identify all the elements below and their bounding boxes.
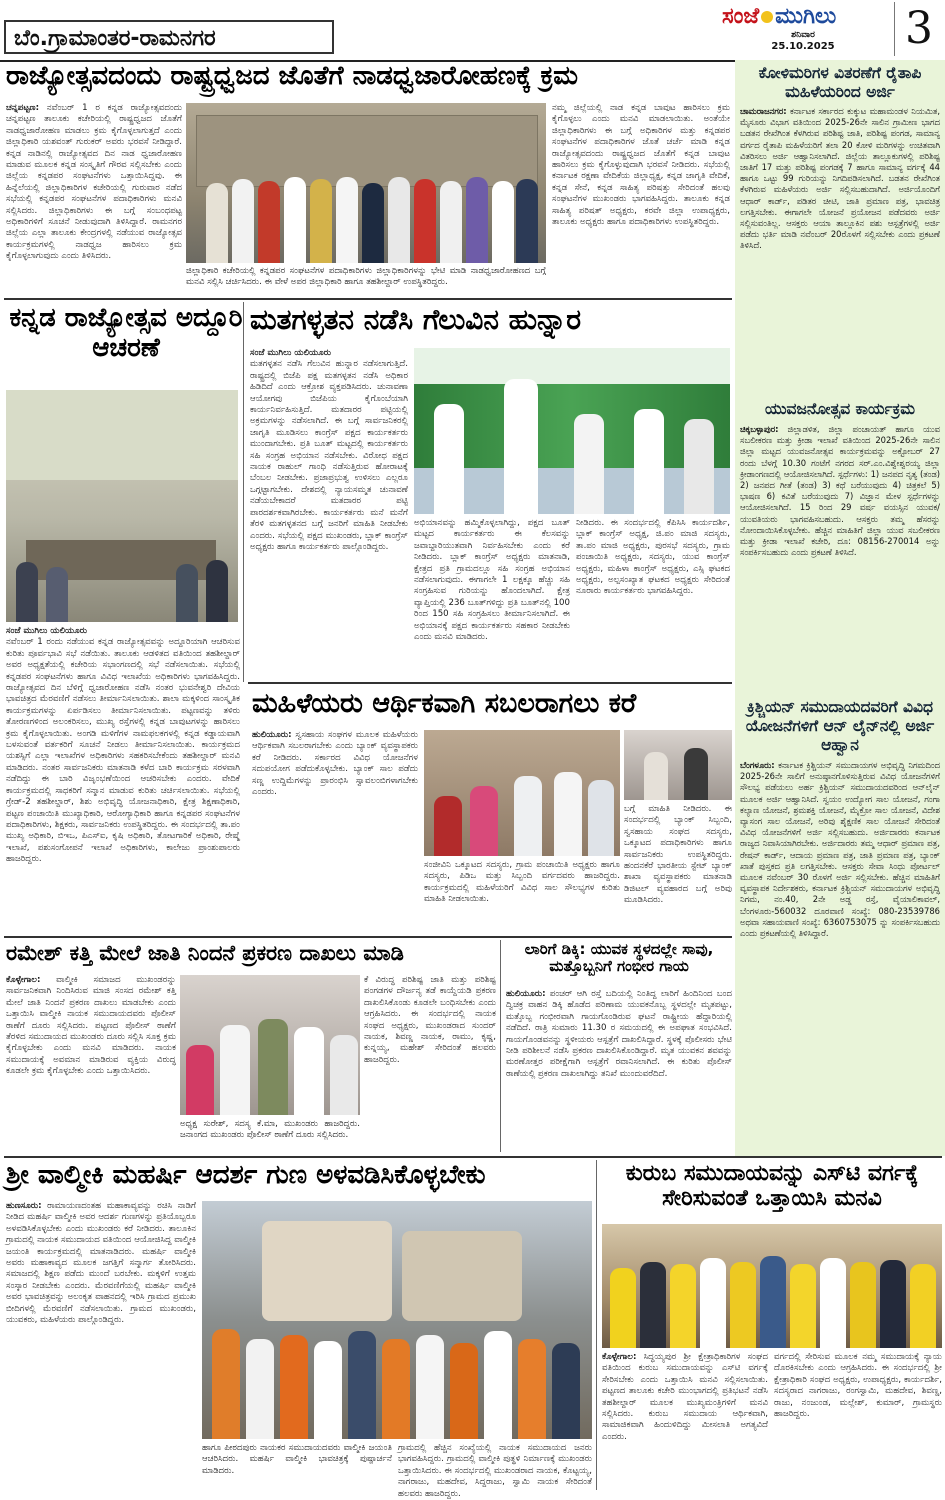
masthead-part1: ಸಂಜೆ bbox=[722, 4, 760, 29]
election-byline: ಸಂಜೆ ಮುಗಿಲು ಯಲಿಯೂರು bbox=[250, 348, 332, 358]
kuruba-col2: ವರ್ಗದಲ್ಲಿ ಸೇರಿಸುವ ಮೂಲಕ ನಮ್ಮ ಸಮುದಾಯಕ್ಕೆ ನ್ಯಾಯ ದೊರಕಿಸಬೇಕು ಎಂದು ಆಗ್ರಹಿಸಿದರು. ಈ ಸಂದರ್ಭದಲ್ಲಿ ಶ್ರೀ ಕ್ಷೇತ್ರಾಧಿಕಾರಿ ಸಂಘದ ಅಧ್ಯಕ್ಷರು, ಉಪಾಧ್ಯಕ್ಷರು, ಕಾರ್ಯದರ್ಶಿ, ಸದಸ್ಯರಾದ ನಾಗರಾಜು, ರಂಗಸ್ವಾಮಿ, ಮಹದೇವ, ಶಿವಣ್ಣ, ರಾಜು, ನಂಜುಂಡ, ಮಲ್ಲೇಶ್, ಕುಮಾರ್, ಗ್ರಾಮಸ್ಥರು ಹಾಜರಿದ್ದರು. bbox=[774, 1352, 942, 1420]
election-col1-text: ಮತಗಳ್ಳತನ ನಡೆಸಿ ಗೆಲುವಿನ ಹುನ್ನಾರ ನಡೆಸಲಾಗುತ್ತಿದೆ. ರಾಷ್ಟ್ರದಲ್ಲಿ ಬಿಜೆಪಿ ಪಕ್ಷ ಮತಗಳ್ಳತನ ನಡೆಸಿ ಅಧಿಕಾರ ಹಿಡಿದಿದೆ ಎಂದು ಆಕ್ರೋಶ ವ್ಯಕ್ತಪಡಿಸಿದರು. ಚುನಾವಣಾ ಆಯೋಗವು ಬಿಜೆಪಿಯ ಕೈಗೊಂಬೆಯಾಗಿ ಕಾರ್ಯನಿರ್ವಹಿಸುತ್ತಿದೆ. ಮತದಾರರ ಪಟ್ಟಿಯಲ್ಲಿ ಅಕ್ರಮಗಳನ್ನು ನಡೆಸಲಾಗಿದೆ. ಈ ಬಗ್ಗೆ ಸಾರ್ವಜನಿಕರಲ್ಲಿ ಜಾಗೃತಿ ಮೂಡಿಸಲು ಕಾಂಗ್ರೆಸ್ ಪಕ್ಷದ ಕಾರ್ಯಕರ್ತರು ಮುಂದಾಗಬೇಕು. ಪ್ರತಿ ಬೂತ್ ಮಟ್ಟದಲ್ಲಿ ಕಾರ್ಯಕರ್ತರು ಸಹಿ ಸಂಗ್ರಹ ಅಭಿಯಾನ ನಡೆಸಬೇಕು. ವಿರೋಧ ಪಕ್ಷದ ನಾಯಕ ರಾಹುಲ್ ಗಾಂಧಿ ನಡೆಸುತ್ತಿರುವ ಹೋರಾಟಕ್ಕೆ ಬೆಂಬಲ ನೀಡಬೇಕು. ಪ್ರಜಾಪ್ರಭುತ್ವ ಉಳಿಸಲು ಎಲ್ಲರೂ ಒಗ್ಗಟ್ಟಾಗಬೇಕು. ದೇಶದಲ್ಲಿ ನ್ಯಾಯಸಮ್ಮತ ಚುನಾವಣೆ ನಡೆಯಬೇಕಾದರೆ ಮತದಾರರ ಪಟ್ಟಿ ಪಾರದರ್ಶಕವಾಗಿರಬೇಕು. ಕಾರ್ಯಕರ್ತರು ಮನೆ ಮನೆಗೆ ತೆರಳಿ ಮತಗಳ್ಳತನದ ಬಗ್ಗೆ ಜನರಿಗೆ ಮಾಹಿತಿ ನೀಡಬೇಕು ಎಂದರು. ಸಭೆಯಲ್ಲಿ ಪಕ್ಷದ ಮುಖಂಡರು, ಬ್ಲಾಕ್ ಕಾಂಗ್ರೆಸ್ ಅಧ್ಯಕ್ಷರು ಹಾಗೂ ಕಾರ್ಯಕರ್ತರು ಪಾಲ್ಗೊಂಡಿದ್ದರು. bbox=[250, 359, 408, 552]
women-col3: ಬಗ್ಗೆ ಮಾಹಿತಿ ನೀಡಿದರು. ಈ ಸಂದರ್ಭದಲ್ಲಿ ಬ್ಯಾಂಕ್ ಸಿಬ್ಬಂದಿ, ಸ್ವಸಹಾಯ ಸಂಘದ ಸದಸ್ಯರು, ಒಕ್ಕೂಟದ ಪದಾಧಿಕಾರಿಗಳು ಹಾಗೂ ಸಾರ್ವಜನಿಕರು ಉಪಸ್ಥಿತರಿದ್ದರು. ಹಂದನಕೆರೆ ಭಾರತೀಯ ಸ್ಟೇಟ್ ಬ್ಯಾಂಕ್ ಶಾಖಾ ವ್ಯವಸ್ಥಾಪಕರು ಮಾತನಾಡಿ ಡಿಜಿಟಲ್ ವ್ಯವಹಾರದ ಬಗ್ಗೆ ಅರಿವು ಮೂಡಿಸಿದರು. bbox=[624, 804, 732, 906]
election-col3: ನೀಡಿದರು. ಈ ಸಂದರ್ಭದಲ್ಲಿ ಕೆಪಿಸಿಸಿ ಕಾರ್ಯದರ್ಶಿ, ಬ್ಲಾಕ್ ಕಾಂಗ್ರೆಸ್ ಅಧ್ಯಕ್ಷ, ಜಿ.ಪಂ ಮಾಜಿ ಸದಸ್ಯರು, ತಾ.ಪಂ ಮಾಜಿ ಅಧ್ಯಕ್ಷರು, ಪುರಸಭೆ ಸದಸ್ಯರು, ಗ್ರಾಮ ಪಂಚಾಯಿತಿ ಅಧ್ಯಕ್ಷರು, ಸದಸ್ಯರು, ಯುವ ಕಾಂಗ್ರೆಸ್ ಅಧ್ಯಕ್ಷರು, ಮಹಿಳಾ ಕಾಂಗ್ರೆಸ್ ಅಧ್ಯಕ್ಷರು, ಎಸ್ಸಿ ಘಟಕದ ಅಧ್ಯಕ್ಷರು, ಅಲ್ಪಸಂಖ್ಯಾತ ಘಟಕದ ಅಧ್ಯಕ್ಷರು ಸೇರಿದಂತೆ ನೂರಾರು ಕಾರ್ಯಕರ್ತರು ಭಾಗವಹಿಸಿದ್ದರು. bbox=[576, 518, 730, 597]
valmiki-col3: ಗ್ರಾಮದಲ್ಲಿ ಹೆಚ್ಚಿನ ಸಂಖ್ಯೆಯಲ್ಲಿ ನಾಯಕ ಸಮುದಾಯದ ಜನರು ಭಾಗವಹಿಸಿದ್ದರು. ಗ್ರಾಮದಲ್ಲಿ ವಾಲ್ಮೀಕಿ ಪುತ್ಥಳಿ ನಿರ್ಮಾಣಕ್ಕೆ ಮುಖಂಡರು ಒತ್ತಾಯಿಸಿದರು. ಈ ಸಂದರ್ಭದಲ್ಲಿ ಮುಖಂಡರಾದ ನಾಯಕ, ಕೊಟ್ಟಯ್ಯ, ನಾಗರಾಜು, ಮಹದೇವ, ಸಿದ್ದರಾಜು, ಸ್ವಾಮಿ ನಾಯಕ ಸೇರಿದಂತೆ ಹಲವರು ಹಾಜರಿದ್ದರು. bbox=[398, 1443, 592, 1499]
divider bbox=[596, 1160, 597, 1490]
divider bbox=[4, 298, 732, 300]
sun-icon bbox=[761, 11, 773, 23]
atrocity-col2: ಕೆ ವಿರುದ್ಧ ಪರಿಶಿಷ್ಟ ಜಾತಿ ಮತ್ತು ಪರಿಶಿಷ್ಟ ಪಂಗಡಗಳ ದೌರ್ಜನ್ಯ ತಡೆ ಕಾಯ್ದೆಯಡಿ ಪ್ರಕರಣ ದಾಖಲಿಸಿಕೊಂಡು ಕೂಡಲೇ ಬಂಧಿಸಬೇಕು ಎಂದು ಆಗ್ರಹಿಸಿದರು. ಈ ಸಂದರ್ಭದಲ್ಲಿ ನಾಯಕ ಸಂಘದ ಅಧ್ಯಕ್ಷರು, ಮುಖಂಡರಾದ ಸುಂದರ್ ನಾಯಕ, ಶಿವಣ್ಣ ನಾಯಕ, ರಾಮು, ಕೃಷ್ಣ, ಕುನ್ನಯ್ಯ, ಮಹೇಶ್ ಸೇರಿದಂತೆ ಹಲವರು ಹಾಜರಿದ್ದರು. bbox=[364, 975, 496, 1065]
valmiki-photo bbox=[202, 1201, 592, 1439]
flag-byline: ಚನ್ನಪಟ್ಟಣ: bbox=[6, 103, 40, 113]
atrocity-byline: ಕೊಳ್ಳೇಗಾಲ: bbox=[6, 975, 41, 985]
christian-byline: ಬೆಂಗಳೂರು: bbox=[740, 760, 775, 770]
kuruba-headline: ಕುರುಬ ಸಮುದಾಯವನ್ನು ಎಸ್‌ಟಿ ವರ್ಗಕ್ಕೆ ಸೇರಿಸುವಂತೆ ಒತ್ತಾಯಿಸಿ ಮನವಿ bbox=[625, 1161, 919, 1212]
kuruba-col1-text: ಸಿದ್ಧಯ್ಯಪುರ ಶ್ರೀ ಕ್ಷೇತ್ರಾಧಿಕಾರಿಗಳ ಸಂಘದ ವತಿಯಿಂದ ಕುರುಬ ಸಮುದಾಯವನ್ನು ಎಸ್‌ಟಿ ವರ್ಗಕ್ಕೆ ಸೇರಿಸಬೇಕು ಎಂದು ಒತ್ತಾಯಿಸಿ ಮನವಿ ಸಲ್ಲಿಸಲಾಯಿತು. ಪಟ್ಟಣದ ತಾಲೂಕು ಕಚೇರಿ ಮುಂಭಾಗದಲ್ಲಿ ಪ್ರತಿಭಟನೆ ನಡೆಸಿ ತಹಶೀಲ್ದಾರ್ ಮೂಲಕ ಮುಖ್ಯಮಂತ್ರಿಗಳಿಗೆ ಮನವಿ ಸಲ್ಲಿಸಿದರು. ಕುರುಬ ಸಮುದಾಯ ಆರ್ಥಿಕವಾಗಿ, ಸಾಮಾಜಿಕವಾಗಿ ಹಿಂದುಳಿದಿದ್ದು ಮೀಸಲಾತಿ ಅಗತ್ಯವಿದೆ ಎಂದರು. bbox=[602, 1352, 768, 1442]
rajyotsava-text: ನವೆಂಬರ್ 1 ರಂದು ನಡೆಯುವ ಕನ್ನಡ ರಾಜ್ಯೋತ್ಸವವನ್ನು ಅದ್ದೂರಿಯಾಗಿ ಆಚರಿಸುವ ಕುರಿತು ಪೂರ್ವಭಾವಿ ಸಭೆ ನಡೆಯಿತು. ತಾಲೂಕು ಆಡಳಿತದ ವತಿಯಿಂದ ತಹಶೀಲ್ದಾರ್ ಅವರ ಅಧ್ಯಕ್ಷತೆಯಲ್ಲಿ ಕಚೇರಿಯ ಸಭಾಂಗಣದಲ್ಲಿ ಸಭೆ ನಡೆಸಲಾಯಿತು. ಸಭೆಯಲ್ಲಿ ಕನ್ನಡಪರ ಸಂಘಟನೆಗಳು ಹಾಗೂ ವಿವಿಧ ಇಲಾಖೆಯ ಅಧಿಕಾರಿಗಳು ಭಾಗವಹಿಸಿದ್ದರು. ರಾಜ್ಯೋತ್ಸವದ ದಿನ ಬೆಳಿಗ್ಗೆ ಧ್ವಜಾರೋಹಣ ನಡೆಸಿ ನಂತರ ಭುವನೇಶ್ವರಿ ದೇವಿಯ ಭಾವಚಿತ್ರದ ಮೆರವಣಿಗೆ ನಡೆಸಲು ತೀರ್ಮಾನಿಸಲಾಯಿತು. ಶಾಲಾ ಮಕ್ಕಳಿಂದ ಸಾಂಸ್ಕೃತಿಕ ಕಾರ್ಯಕ್ರಮಗಳನ್ನು ಏರ್ಪಡಿಸಲು ತೀರ್ಮಾನಿಸಲಾಯಿತು. ಪಟ್ಟಣವನ್ನು ತಳಿರು ತೋರಣಗಳಿಂದ ಅಲಂಕರಿಸಲು, ಮುಖ್ಯ ರಸ್ತೆಗಳಲ್ಲಿ ಕನ್ನಡ ಬಾವುಟಗಳನ್ನು ಹಾರಿಸಲು ಕ್ರಮ ಕೈಗೊಳ್ಳಲಾಯಿತು. ಅಂಗಡಿ ಮಳಿಗೆಗಳ ನಾಮಫಲಕಗಳಲ್ಲಿ ಕನ್ನಡ ಕಡ್ಡಾಯವಾಗಿ ಬಳಸುವಂತೆ ವರ್ತಕರಿಗೆ ಸೂಚನೆ ನೀಡಲು ತೀರ್ಮಾನಿಸಲಾಯಿತು. ಕಾರ್ಯಕ್ರಮದ ಯಶಸ್ಸಿಗೆ ಎಲ್ಲಾ ಇಲಾಖೆಗಳ ಅಧಿಕಾರಿಗಳು ಸಹಕರಿಸಬೇಕೆಂದು ತಹಶೀಲ್ದಾರ್ ಮನವಿ ಮಾಡಿದರು. ನಂತರ ಸಾರ್ವಜನಿಕರು ಮಾತನಾಡಿ ಕಳೆದ ಬಾರಿ ಕಾರ್ಯಕ್ರಮ ಸರಳವಾಗಿ ನಡೆದಿದ್ದು ಈ ಬಾರಿ ವಿಜೃಂಭಣೆಯಿಂದ ಆಚರಿಸಬೇಕು ಎಂದರು. ವೇದಿಕೆ ಕಾರ್ಯಕ್ರಮದಲ್ಲಿ ಸಾಧಕರಿಗೆ ಸನ್ಮಾನ ಮಾಡುವ ಕುರಿತು ಚರ್ಚಿಸಲಾಯಿತು. ಸಭೆಯಲ್ಲಿ ಗ್ರೇಡ್-2 ತಹಶೀಲ್ದಾರ್, ಶಿಶು ಅಭಿವೃದ್ಧಿ ಯೋಜನಾಧಿಕಾರಿ, ಕ್ಷೇತ್ರ ಶಿಕ್ಷಣಾಧಿಕಾರಿ, ಪಟ್ಟಣ ಪಂಚಾಯಿತಿ ಮುಖ್ಯಾಧಿಕಾರಿ, ಆರೋಗ್ಯಾಧಿಕಾರಿ ಹಾಗೂ ಕನ್ನಡಪರ ಸಂಘಟನೆಗಳ ಪದಾಧಿಕಾರಿಗಳು, ಶಿಕ್ಷಕರು, ಸಾರ್ವಜನಿಕರು ಉಪಸ್ಥಿತರಿದ್ದರು. ಈ ಸಂದರ್ಭದಲ್ಲಿ ತಾ.ಪಂ ಮುಖ್ಯ ಅಧಿಕಾರಿ, ಬಿಇಒ, ಪಿಎಸ್ಐ, ಕೃಷಿ ಅಧಿಕಾರಿ, ತೋಟಗಾರಿಕೆ ಅಧಿಕಾರಿ, ರೇಷ್ಮೆ ಇಲಾಖೆ, ಪಶುಸಂಗೋಪನೆ ಇಲಾಖೆ ಅಧಿಕಾರಿಗಳು, ಕಾಲೇಜು ಪ್ರಾಂಶುಪಾಲರು ಹಾಜರಿದ್ದರು. bbox=[6, 637, 240, 865]
atrocity-col1 bbox=[6, 975, 176, 1151]
divider bbox=[243, 302, 244, 682]
valmiki-headline: ಶ್ರೀ ವಾಲ್ಮೀಕಿ ಮಹರ್ಷಿ ಆದರ್ಶ ಗುಣ ಅಳವಡಿಸಿಕೊಳ್ಳಬೇಕು bbox=[6, 1160, 486, 1190]
election-col2: ಅಭಿಯಾನವನ್ನು ಹಮ್ಮಿಕೊಳ್ಳಲಾಗಿದ್ದು, ಪಕ್ಷದ ಬೂತ್ ಮಟ್ಟದ ಕಾರ್ಯಕರ್ತರು ಈ ಕೆಲಸವನ್ನು ಜವಾಬ್ದಾರಿಯುತವಾಗಿ ನಿರ್ವಹಿಸಬೇಕು ಎಂದು ಕರೆ ನೀಡಿದರು. ಬ್ಲಾಕ್ ಕಾಂಗ್ರೆಸ್ ಅಧ್ಯಕ್ಷರು ಮಾತನಾಡಿ, ಕ್ಷೇತ್ರದ ಪ್ರತಿ ಗ್ರಾಮದಲ್ಲೂ ಸಹಿ ಸಂಗ್ರಹ ಅಭಿಯಾನ ನಡೆಸಲಾಗುವುದು. ಈಗಾಗಲೇ 1 ಲಕ್ಷಕ್ಕೂ ಹೆಚ್ಚು ಸಹಿ ಸಂಗ್ರಹಿಸುವ ಗುರಿಯನ್ನು ಹೊಂದಲಾಗಿದೆ. ಕ್ಷೇತ್ರ ವ್ಯಾಪ್ತಿಯಲ್ಲಿ 236 ಬೂತ್‌ಗಳಿದ್ದು ಪ್ರತಿ ಬೂತ್‌ನಲ್ಲಿ 100 ರಿಂದ 150 ಸಹಿ ಸಂಗ್ರಹಿಸಲು ತೀರ್ಮಾನಿಸಲಾಗಿದೆ. ಈ ಅಭಿಯಾನಕ್ಕೆ ಪಕ್ಷದ ಕಾರ್ಯಕರ್ತರು ಸಹಕಾರ ನೀಡಬೇಕು ಎಂದು ಮನವಿ ಮಾಡಿದರು. bbox=[414, 518, 570, 643]
christian-text: ಕರ್ನಾಟಕ ಕ್ರಿಶ್ಚಿಯನ್ ಸಮುದಾಯಗಳ ಅಭಿವೃದ್ಧಿ ನಿಗಮದಿಂದ 2025-26ನೇ ಸಾಲಿಗೆ ಅನುಷ್ಠಾನಗೊಳಿಸುತ್ತಿರುವ ವಿವಿಧ ಯೋಜನೆಗಳಿಗೆ ಸೌಲಭ್ಯ ಪಡೆಯಲು ಅರ್ಹ ಕ್ರಿಶ್ಚಿಯನ್ ಸಮುದಾಯದವರಿಂದ ಆನ್‌ಲೈನ್ ಮೂಲಕ ಅರ್ಜಿ ಆಹ್ವಾನಿಸಿದೆ. ಸ್ವಯಂ ಉದ್ಯೋಗ ಸಾಲ ಯೋಜನೆ, ಗಂಗಾ ಕಲ್ಯಾಣ ಯೋಜನೆ, ಶ್ರಮಶಕ್ತಿ ಯೋಜನೆ, ಮೈಕ್ರೋ ಸಾಲ ಯೋಜನೆ, ವಿದೇಶ ವ್ಯಾಸಂಗ ಸಾಲ ಯೋಜನೆ, ಅರಿವು ಶೈಕ್ಷಣಿಕ ಸಾಲ ಯೋಜನೆ ಸೇರಿದಂತೆ ವಿವಿಧ ಯೋಜನೆಗಳಿಗೆ ಅರ್ಜಿ ಸಲ್ಲಿಸಬಹುದು. ಅರ್ಜಿದಾರರು ಕರ್ನಾಟಕ ರಾಜ್ಯದ ನಿವಾಸಿಯಾಗಿರಬೇಕು. ಅರ್ಜಿದಾರರು ತಮ್ಮ ಆಧಾರ್ ಪ್ರಮಾಣ ಪತ್ರ, ರೇಷನ್ ಕಾರ್ಡ್, ಆದಾಯ ಪ್ರಮಾಣ ಪತ್ರ, ಜಾತಿ ಪ್ರಮಾಣ ಪತ್ರ, ಬ್ಯಾಂಕ್ ಖಾತೆ ಪುಸ್ತಕದ ಪ್ರತಿ ಲಗತ್ತಿಸಬೇಕು. ಆಸಕ್ತರು ಸೇವಾ ಸಿಂಧು ಪೋರ್ಟಲ್ ಮೂಲಕ ನವೆಂಬರ್ 30 ರೊಳಗೆ ಅರ್ಜಿ ಸಲ್ಲಿಸಬೇಕು. ಹೆಚ್ಚಿನ ಮಾಹಿತಿಗೆ ವ್ಯವಸ್ಥಾಪಕ ನಿರ್ದೇಶಕರು, ಕರ್ನಾಟಕ ಕ್ರಿಶ್ಚಿಯನ್ ಸಮುದಾಯಗಳ ಅಭಿವೃದ್ಧಿ ನಿಗಮ, ನಂ.40, 2ನೇ ಅಡ್ಡ ರಸ್ತೆ, ವೈಯಾಲಿಕಾವಲ್, ಬೆಂಗಳೂರು-560032 ದೂರವಾಣಿ ಸಂಖ್ಯೆ: 080-23539786 ಅಥವಾ ಸಹಾಯವಾಣಿ ಸಂಖ್ಯೆ: 6360753075 ನ್ನು ಸಂಪರ್ಕಿಸಬಹುದು ಎಂದು ಪ್ರಕಟಣೆಯಲ್ಲಿ ತಿಳಿಸಿದ್ದಾರೆ. bbox=[740, 760, 940, 939]
accident-byline: ಹುಲಿಯೂರು: bbox=[506, 989, 546, 999]
flag-photo-caption: ಜಿಲ್ಲಾಧಿಕಾರಿ ಕಚೇರಿಯಲ್ಲಿ ಕನ್ನಡಪರ ಸಂಘಟನೆಗಳ ಪದಾಧಿಕಾರಿಗಳು ಜಿಲ್ಲಾಧಿಕಾರಿಗಳನ್ನು ಭೇಟಿ ಮಾಡಿ ನಾಡಧ್ವಜಾರೋಹಣದ ಬಗ್ಗೆ ಮನವಿ ಸಲ್ಲಿಸಿ ಚರ್ಚಿಸಿದರು. ಈ ವೇಳೆ ಅಪರ ಜಿಲ್ಲಾಧಿಕಾರಿ ಹಾಗೂ ತಹಶೀಲ್ದಾರ್ ಉಪಸ್ಥಿತರಿದ್ದರು. bbox=[186, 266, 546, 288]
kuruba-byline: ಕೊಳ್ಳೇಗಾಲ: bbox=[602, 1352, 637, 1362]
women-byline: ಹುಲಿಯೂರು: bbox=[252, 730, 292, 740]
rajyotsava-photo bbox=[6, 390, 238, 622]
masthead-day: ಶನಿವಾರ bbox=[791, 30, 815, 40]
ration-headline: ಕೋಳಿಮರಿಗಳ ವಿತರಣೆಗೆ ರೈತಾಪಿ ಮಹಿಳೆಯರಿಂದ ಅರ್ಜಿ bbox=[758, 64, 922, 101]
youth-body bbox=[740, 424, 940, 694]
divider bbox=[4, 936, 732, 938]
kuruba-col1 bbox=[602, 1352, 768, 1489]
valmiki-col1 bbox=[6, 1201, 196, 1489]
valmiki-col1-text: ರಾಮಾಯಣದಂತಹ ಮಹಾಕಾವ್ಯವನ್ನು ರಚಿಸಿ ನಾಡಿಗೆ ನೀಡಿದ ಮಹರ್ಷಿ ವಾಲ್ಮೀಕಿ ಅವರ ಆದರ್ಶ ಗುಣಗಳನ್ನು ಪ್ರತಿಯೊಬ್ಬರೂ ಅಳವಡಿಸಿಕೊಳ್ಳಬೇಕು ಎಂದು ಮುಖಂಡರು ಕರೆ ನೀಡಿದರು. ತಾಲೂಕಿನ ಗ್ರಾಮದಲ್ಲಿ ನಾಯಕ ಸಮುದಾಯದ ವತಿಯಿಂದ ಆಯೋಜಿಸಿದ್ದ ವಾಲ್ಮೀಕಿ ಜಯಂತಿ ಕಾರ್ಯಕ್ರಮದಲ್ಲಿ ಮಾತನಾಡಿದರು. ಮಹರ್ಷಿ ವಾಲ್ಮೀಕಿ ಅವರು ಮಹಾಕಾವ್ಯದ ಮೂಲಕ ಜಗತ್ತಿಗೆ ಸನ್ಮಾರ್ಗ ತೋರಿಸಿದರು. ಸಮಾಜದಲ್ಲಿ ಶಿಕ್ಷಣ ಪಡೆದು ಮುಂದೆ ಬರಬೇಕು. ಮಕ್ಕಳಿಗೆ ಉತ್ತಮ ಸಂಸ್ಕಾರ ನೀಡಬೇಕು ಎಂದರು. ಮೆರವಣಿಗೆಯಲ್ಲಿ ಮಹರ್ಷಿ ವಾಲ್ಮೀಕಿ ಅವರ ಭಾವಚಿತ್ರವನ್ನು ಅಲಂಕೃತ ವಾಹನದಲ್ಲಿ ಇರಿಸಿ ಗ್ರಾಮದ ಪ್ರಮುಖ ಬೀದಿಗಳಲ್ಲಿ ಮೆರವಣಿಗೆ ನಡೆಸಲಾಯಿತು. ಗ್ರಾಮದ ಮುಖಂಡರು, ಯುವಕರು, ಮಹಿಳೆಯರು ಪಾಲ್ಗೊಂಡಿದ್ದರು. bbox=[6, 1201, 196, 1326]
page-header bbox=[0, 0, 945, 62]
election-col1 bbox=[250, 348, 408, 678]
masthead-date: 25.10.2025 bbox=[771, 41, 835, 52]
page-number: 3 bbox=[894, 2, 943, 56]
masthead-part2: ಮುಗಿಲು bbox=[775, 4, 837, 29]
ration-text: ಕರ್ನಾಟಕ ಸರ್ಕಾರದ ಕುಕ್ಕುಟ ಮಹಾಮಂಡಳ ನಿಯಮಿತ, ಮೈಸೂರು ವಿಭಾಗ ವತಿಯಿಂದ 2025-26ನೇ ಸಾಲಿನ ಗ್ರಾಮೀಣ ಭಾಗದ ಬಡತನ ರೇಖೆಗಿಂತ ಕೆಳಗಿರುವ ಪರಿಶಿಷ್ಟ ಜಾತಿ, ಪರಿಶಿಷ್ಟ ಪಂಗಡ, ಸಾಮಾನ್ಯ ವರ್ಗದ ರೈತಾಪಿ ಮಹಿಳೆಯರಿಗೆ ತಲಾ 20 ಕೋಳಿ ಮರಿಗಳನ್ನು ಉಚಿತವಾಗಿ ವಿತರಿಸಲು ಅರ್ಜಿ ಆಹ್ವಾನಿಸಲಾಗಿದೆ. ಜಿಲ್ಲೆಯ ತಾಲ್ಲೂಕುಗಳಲ್ಲಿ ಪರಿಶಿಷ್ಟ ಜಾತಿಗೆ 17 ಮತ್ತು ಪರಿಶಿಷ್ಟ ಪಂಗಡಕ್ಕೆ 7 ಹಾಗೂ ಸಾಮಾನ್ಯ ವರ್ಗಕ್ಕೆ 44 ಹಾಗೂ ಒಟ್ಟು 99 ಗುರಿಯನ್ನು ನಿಗದಿಪಡಿಸಲಾಗಿದೆ. ಬಡತನ ರೇಖೆಗಿಂತ ಕೆಳಗಿರುವ ಮಹಿಳೆಯರು ಅರ್ಜಿ ಸಲ್ಲಿಸಬಹುದಾಗಿದೆ. ಅರ್ಜಿಯೊಂದಿಗೆ ಆಧಾರ್ ಕಾರ್ಡ್, ಪಡಿತರ ಚೀಟಿ, ಜಾತಿ ಪ್ರಮಾಣ ಪತ್ರ, ಭಾವಚಿತ್ರ ಲಗತ್ತಿಸಬೇಕು. ಈಗಾಗಲೇ ಯೋಜನೆ ಪ್ರಯೋಜನ ಪಡೆದವರು ಅರ್ಜಿ ಸಲ್ಲಿಸುವಂತಿಲ್ಲ. ಆಸಕ್ತರು ಆಯಾ ತಾಲ್ಲೂಕಿನ ಪಶು ಆಸ್ಪತ್ರೆಗಳಲ್ಲಿ ಅರ್ಜಿ ಪಡೆದು ಭರ್ತಿ ಮಾಡಿ ನವೆಂಬರ್ 20ರೊಳಗೆ ಸಲ್ಲಿಸಬೇಕು ಎಂದು ಪ್ರಕಟಣೆ ತಿಳಿಸಿದೆ. bbox=[740, 106, 940, 251]
ration-byline: ಚಾಮರಾಜನಗರ: bbox=[740, 106, 787, 116]
women-col1-text: ಸ್ವಸಹಾಯ ಸಂಘಗಳ ಮೂಲಕ ಮಹಿಳೆಯರು ಆರ್ಥಿಕವಾಗಿ ಸಬಲರಾಗಬೇಕು ಎಂದು ಬ್ಯಾಂಕ್ ವ್ಯವಸ್ಥಾಪಕರು ಕರೆ ನೀಡಿದರು. ಸರ್ಕಾರದ ವಿವಿಧ ಯೋಜನೆಗಳ ಸದುಪಯೋಗ ಪಡೆದುಕೊಳ್ಳಬೇಕು. ಬ್ಯಾಂಕ್ ಸಾಲ ಪಡೆದು ಸಣ್ಣ ಉದ್ದಿಮೆಗಳನ್ನು ಪ್ರಾರಂಭಿಸಿ ಸ್ವಾವಲಂಬಿಗಳಾಗಬೇಕು ಎಂದರು. bbox=[252, 730, 418, 798]
youth-text: ಜಿಲ್ಲಾಡಳಿತ, ಜಿಲ್ಲಾ ಪಂಚಾಯತ್ ಹಾಗೂ ಯುವ ಸಬಲೀಕರಣ ಮತ್ತು ಕ್ರೀಡಾ ಇಲಾಖೆ ವತಿಯಿಂದ 2025-26ನೇ ಸಾಲಿನ ಜಿಲ್ಲಾ ಮಟ್ಟದ ಯುವಜನೋತ್ಸವ ಕಾರ್ಯಕ್ರಮವನ್ನು ಅಕ್ಟೋಬರ್ 27 ರಂದು ಬೆಳಗ್ಗೆ 10.30 ಗಂಟೆಗೆ ನಗರದ ಸರ್.ಎಂ.ವಿಶ್ವೇಶ್ವರಯ್ಯ ಜಿಲ್ಲಾ ಕ್ರೀಡಾಂಗಣದಲ್ಲಿ ಆಯೋಜಿಸಲಾಗಿದೆ. ಸ್ಪರ್ಧೆಗಳು: 1) ಜನಪದ ನೃತ್ಯ (ತಂಡ) 2) ಜನಪದ ಗೀತೆ (ತಂಡ) 3) ಕಥೆ ಬರೆಯುವುದು 4) ಚಿತ್ರಕಲೆ 5) ಭಾಷಣ 6) ಕವಿತೆ ಬರೆಯುವುದು 7) ವಿಜ್ಞಾನ ಮೇಳ ಸ್ಪರ್ಧೆಗಳನ್ನು ಆಯೋಜಿಸಲಾಗಿದೆ. 15 ರಿಂದ 29 ವರ್ಷ ವಯಸ್ಸಿನ ಯುವಕ/ಯುವತಿಯರು ಭಾಗವಹಿಸಬಹುದು. ಆಸಕ್ತರು ತಮ್ಮ ಹೆಸರನ್ನು ನೋಂದಾಯಿಸಿಕೊಳ್ಳಬೇಕು. ಹೆಚ್ಚಿನ ಮಾಹಿತಿಗೆ ಜಿಲ್ಲಾ ಯುವ ಸಬಲೀಕರಣ ಮತ್ತು ಕ್ರೀಡಾ ಇಲಾಖೆ ಕಚೇರಿ, ದೂ: 08156-270014 ಅನ್ನು ಸಂಪರ್ಕಿಸಬಹುದು ಎಂದು ಪ್ರಕಟಣೆ ತಿಳಿಸಿದೆ. bbox=[740, 424, 940, 558]
women-photo-2 bbox=[624, 730, 732, 800]
ration-body bbox=[740, 106, 940, 396]
women-col2: ಸಂಜೀವಿನಿ ಒಕ್ಕೂಟದ ಸದಸ್ಯರು, ಗ್ರಾಮ ಪಂಚಾಯಿತಿ ಅಧ್ಯಕ್ಷರು ಹಾಗೂ ಸದಸ್ಯರು, ಪಿಡಿಒ ಮತ್ತು ಸಿಬ್ಬಂದಿ ವರ್ಗದವರು ಹಾಜರಿದ್ದರು. ಕಾರ್ಯಕ್ರಮದಲ್ಲಿ ಮಹಿಳೆಯರಿಗೆ ವಿವಿಧ ಸಾಲ ಸೌಲಭ್ಯಗಳ ಕುರಿತು ಮಾಹಿತಿ ನೀಡಲಾಯಿತು. bbox=[424, 860, 620, 905]
flag-col1-text: ನವೆಂಬರ್ 1 ರ ಕನ್ನಡ ರಾಜ್ಯೋತ್ಸವದಂದು ಚನ್ನಪಟ್ಟಣ ತಾಲೂಕು ಕಚೇರಿಯಲ್ಲಿ ರಾಷ್ಟ್ರಧ್ವಜದ ಜೊತೆಗೆ ನಾಡಧ್ವಜಾರೋಹಣ ಮಾಡಲು ಕ್ರಮ ಕೈಗೊಳ್ಳಲಾಗುತ್ತದೆ ಎಂದು ಜಿಲ್ಲಾಧಿಕಾರಿ ಯಶವಂತ್ ಗುರುಕರ್ ಅವರು ಭರವಸೆ ನೀಡಿದ್ದಾರೆ. ಕನ್ನಡ ನಾಡಿನಲ್ಲಿ ರಾಜ್ಯೋತ್ಸವದ ದಿನ ನಾಡ ಧ್ವಜಾರೋಹಣ ಮಾಡುವ ಮೂಲಕ ಕನ್ನಡ ಸಂಸ್ಕೃತಿಗೆ ಗೌರವ ಸಲ್ಲಿಸಬೇಕು ಎಂದು ಜಿಲ್ಲೆಯ ಕನ್ನಡಪರ ಸಂಘಟನೆಗಳು ಒತ್ತಾಯಿಸಿದ್ದವು. ಈ ಹಿನ್ನೆಲೆಯಲ್ಲಿ ಜಿಲ್ಲಾಧಿಕಾರಿಗಳ ಕಚೇರಿಯಲ್ಲಿ ಗುರುವಾರ ನಡೆದ ಸಭೆಯಲ್ಲಿ ಕನ್ನಡಪರ ಸಂಘಟನೆಗಳ ಪದಾಧಿಕಾರಿಗಳು ಮನವಿ ಸಲ್ಲಿಸಿದರು. ಜಿಲ್ಲಾಧಿಕಾರಿಗಳು ಈ ಬಗ್ಗೆ ಸಂಬಂಧಪಟ್ಟ ಅಧಿಕಾರಿಗಳಿಗೆ ಸೂಚನೆ ನೀಡುವುದಾಗಿ ತಿಳಿಸಿದ್ದಾರೆ. ರಾಮನಗರ ಜಿಲ್ಲೆಯ ಎಲ್ಲಾ ತಾಲೂಕು ಕೇಂದ್ರಗಳಲ್ಲಿ ನಡೆಯುವ ರಾಜ್ಯೋತ್ಸವ ಕಾರ್ಯಕ್ರಮಗಳಲ್ಲಿ ನಾಡಧ್ವಜ ಹಾರಿಸಲು ಕ್ರಮ ಕೈಗೊಳ್ಳಲಾಗುವುದು ಎಂದು ತಿಳಿಸಿದರು. bbox=[6, 103, 182, 262]
valmiki-photo-caption: ಹಾಗೂ ಪೀಠದಪುರು ನಾಯಕರ ಸಮುದಾಯದವರು ವಾಲ್ಮೀಕಿ ಜಯಂತಿ ಆಚರಿಸಿದರು. ಮಹರ್ಷಿ ವಾಲ್ಮೀಕಿ ಭಾವಚಿತ್ರಕ್ಕೆ ಪುಷ್ಪಾರ್ಚನೆ ಮಾಡಿದರು. bbox=[202, 1443, 392, 1476]
women-col1 bbox=[252, 730, 418, 932]
flag-photo bbox=[186, 103, 546, 263]
section-title: ಬೆಂ.ಗ್ರಾಮಾಂತರ-ರಾಮನಗರ bbox=[4, 20, 334, 54]
divider bbox=[4, 1156, 942, 1158]
election-photo bbox=[414, 348, 730, 514]
rajyotsava-byline: ಸಂಜೆ ಮುಗಿಲು ಯಲಿಯೂರು bbox=[6, 626, 88, 636]
youth-byline: ಚಿಕ್ಕಬಳ್ಳಾಪುರ: bbox=[740, 424, 779, 434]
election-headline: ಮತಗಳ್ಳತನ ನಡೆಸಿ ಗೆಲುವಿನ ಹುನ್ನಾರ bbox=[250, 303, 582, 336]
accident-body bbox=[506, 989, 732, 1151]
christian-body bbox=[740, 760, 940, 1152]
accident-headline: ಲಾರಿಗೆ ಡಿಕ್ಕಿ: ಯುವಕ ಸ್ಥಳದಲ್ಲೇ ಸಾವು, ಮತ್ತೊಬ್ಬನಿಗೆ ಗಂಭೀರ ಗಾಯ bbox=[524, 940, 714, 976]
flag-col3: ನಮ್ಮ ಜಿಲ್ಲೆಯಲ್ಲಿ ನಾಡ ಕನ್ನಡ ಬಾವುಟ ಹಾರಿಸಲು ಕ್ರಮ ಕೈಗೊಳ್ಳಲು ಎಂದು ಮನವಿ ಮಾಡಲಾಯಿತು. ಅಂತೆಯೇ ಜಿಲ್ಲಾಧಿಕಾರಿಗಳು ಈ ಬಗ್ಗೆ ಅಧಿಕಾರಿಗಳ ಮತ್ತು ಕನ್ನಡಪರ ಸಂಘಟನೆಗಳ ಪದಾಧಿಕಾರಿಗಳ ಜೊತೆ ಚರ್ಚೆ ಮಾಡಿ ಕನ್ನಡ ರಾಜ್ಯೋತ್ಸವದಂದು ರಾಷ್ಟ್ರಧ್ವಜದ ಜೊತೆಗೆ ಕನ್ನಡ ಬಾವುಟ ಹಾರಿಸಲು ಕ್ರಮ ಕೈಗೊಳ್ಳುವುದಾಗಿ ಭರವಸೆ ನೀಡಿದರು. ಸಭೆಯಲ್ಲಿ ಕರ್ನಾಟಕ ರಕ್ಷಣಾ ವೇದಿಕೆಯ ಜಿಲ್ಲಾಧ್ಯಕ್ಷ, ಕನ್ನಡ ಜಾಗೃತಿ ವೇದಿಕೆ, ಕನ್ನಡ ಸೇನೆ, ಕನ್ನಡ ಸಾಹಿತ್ಯ ಪರಿಷತ್ತು ಸೇರಿದಂತೆ ಹಲವು ಸಂಘಟನೆಗಳ ಮುಖಂಡರು ಭಾಗವಹಿಸಿದ್ದರು. ತಾಲೂಕು ಕನ್ನಡ ಸಾಹಿತ್ಯ ಪರಿಷತ್ ಅಧ್ಯಕ್ಷರು, ಕರವೇ ಜಿಲ್ಲಾ ಉಪಾಧ್ಯಕ್ಷರು, ತಾಲೂಕು ಅಧ್ಯಕ್ಷರು ಹಾಗೂ ಪದಾಧಿಕಾರಿಗಳು ಉಪಸ್ಥಿತರಿದ್ದರು. bbox=[552, 103, 730, 228]
women-photo bbox=[424, 730, 620, 856]
atrocity-headline: ರಮೇಶ್ ಕತ್ತಿ ಮೇಲೆ ಜಾತಿ ನಿಂದನೆ ಪ್ರಕರಣ ದಾಖಲು ಮಾಡಿ bbox=[6, 941, 404, 965]
kuruba-photo bbox=[602, 1224, 942, 1348]
christian-headline: ಕ್ರಿಶ್ಚಿಯನ್ ಸಮುದಾಯದವರಿಗೆ ವಿವಿಧ ಯೋಜನೆಗಳಿಗೆ ಆನ್ ಲೈನ್‌ನಲ್ಲಿ ಅರ್ಜಿ ಆಹ್ವಾನ bbox=[745, 698, 935, 754]
atrocity-photo bbox=[180, 975, 360, 1115]
divider bbox=[248, 682, 732, 684]
accident-text: ಪಂಚರ್ ಆಗಿ ರಸ್ತೆ ಬದಿಯಲ್ಲಿ ನಿಂತಿದ್ದ ಲಾರಿಗೆ ಹಿಂದಿನಿಂದ ಬಂದ ದ್ವಿಚಕ್ರ ವಾಹನ ಡಿಕ್ಕಿ ಹೊಡೆದ ಪರಿಣಾಮ ಯುವಕನೊಬ್ಬ ಸ್ಥಳದಲ್ಲೇ ಮೃತಪಟ್ಟು, ಮತ್ತೊಬ್ಬ ಗಂಭೀರವಾಗಿ ಗಾಯಗೊಂಡಿರುವ ಘಟನೆ ರಾಷ್ಟ್ರೀಯ ಹೆದ್ದಾರಿಯಲ್ಲಿ ನಡೆದಿದೆ. ರಾತ್ರಿ ಸುಮಾರು 11.30 ರ ಸಮಯದಲ್ಲಿ ಈ ಅಪಘಾತ ಸಂಭವಿಸಿದೆ. ಗಾಯಗೊಂಡವನನ್ನು ಸ್ಥಳೀಯರು ಆಸ್ಪತ್ರೆಗೆ ದಾಖಲಿಸಿದ್ದಾರೆ. ಸ್ಥಳಕ್ಕೆ ಪೊಲೀಸರು ಭೇಟಿ ನೀಡಿ ಪರಿಶೀಲನೆ ನಡೆಸಿ ಪ್ರಕರಣ ದಾಖಲಿಸಿಕೊಂಡಿದ್ದಾರೆ. ಮೃತ ಯುವಕನ ಶವವನ್ನು ಮರಣೋತ್ತರ ಪರೀಕ್ಷೆಗಾಗಿ ಆಸ್ಪತ್ರೆಗೆ ರವಾನಿಸಲಾಗಿದೆ. ಈ ಕುರಿತು ಪೊಲೀಸ್ ಠಾಣೆಯಲ್ಲಿ ಪ್ರಕರಣ ದಾಖಲಾಗಿದ್ದು ತನಿಖೆ ಮುಂದುವರೆದಿದೆ. bbox=[506, 989, 732, 1079]
flag-col1 bbox=[6, 103, 182, 295]
youth-headline: ಯುವಜನೋತ್ಸವ ಕಾರ್ಯಕ್ರಮ bbox=[765, 400, 915, 418]
valmiki-byline: ಹುಣಸೂರು: bbox=[6, 1201, 42, 1211]
flag-headline: ರಾಜ್ಯೋತ್ಸವದಂದು ರಾಷ್ಟ್ರಧ್ವಜದ ಜೊತೆಗೆ ನಾಡಧ್ವಜಾರೋಹಣಕ್ಕೆ ಕ್ರಮ bbox=[6, 61, 579, 91]
divider bbox=[500, 940, 501, 1152]
masthead-logo bbox=[722, 4, 882, 30]
atrocity-col1-text: ವಾಲ್ಮೀಕಿ ಸಮಾಜದ ಮುಖಂಡರನ್ನು ಸಾರ್ವಜನಿಕವಾಗಿ ನಿಂದಿಸಿರುವ ಮಾಜಿ ಸಂಸದ ರಮೇಶ್ ಕತ್ತಿ ಮೇಲೆ ಜಾತಿ ನಿಂದನೆ ಪ್ರಕರಣ ದಾಖಲು ಮಾಡಬೇಕು ಎಂದು ಒತ್ತಾಯಿಸಿ ವಾಲ್ಮೀಕಿ ನಾಯಕ ಸಮುದಾಯದವರು ಪೊಲೀಸ್ ಠಾಣೆಗೆ ದೂರು ಸಲ್ಲಿಸಿದರು. ಪಟ್ಟಣದ ಪೊಲೀಸ್ ಠಾಣೆಗೆ ತೆರಳಿದ ಸಮುದಾಯದ ಮುಖಂಡರು ದೂರು ಸಲ್ಲಿಸಿ ಸೂಕ್ತ ಕ್ರಮ ಕೈಗೊಳ್ಳಬೇಕು ಎಂದು ಮನವಿ ಮಾಡಿದರು. ನಾಯಕ ಸಮುದಾಯಕ್ಕೆ ಅವಮಾನ ಮಾಡಿರುವ ವ್ಯಕ್ತಿಯ ವಿರುದ್ಧ ಕೂಡಲೇ ಕ್ರಮ ಕೈಗೊಳ್ಳಬೇಕು ಎಂದು ಒತ್ತಾಯಿಸಿದರು. bbox=[6, 975, 176, 1077]
atrocity-photo-caption: ಅಧ್ಯಕ್ಷ ಸುರೇಶ್, ಸದಸ್ಯ ಕೆ.ಮಾ, ಮುಖಂಡರು ಹಾಜರಿದ್ದರು. ಜನಾಂಗದ ಮುಖಂಡರು ಪೊಲೀಸ್ ಠಾಣೆಗೆ ದೂರು ಸಲ್ಲಿಸಿದರು. bbox=[180, 1119, 360, 1141]
rajyotsava-headline: ಕನ್ನಡ ರಾಜ್ಯೋತ್ಸವ ಅದ್ದೂರಿ ಆಚರಣೆ bbox=[9, 303, 243, 363]
women-headline: ಮಹಿಳೆಯರು ಆರ್ಥಿಕವಾಗಿ ಸಬಲರಾಗಲು ಕರೆ bbox=[252, 688, 637, 719]
